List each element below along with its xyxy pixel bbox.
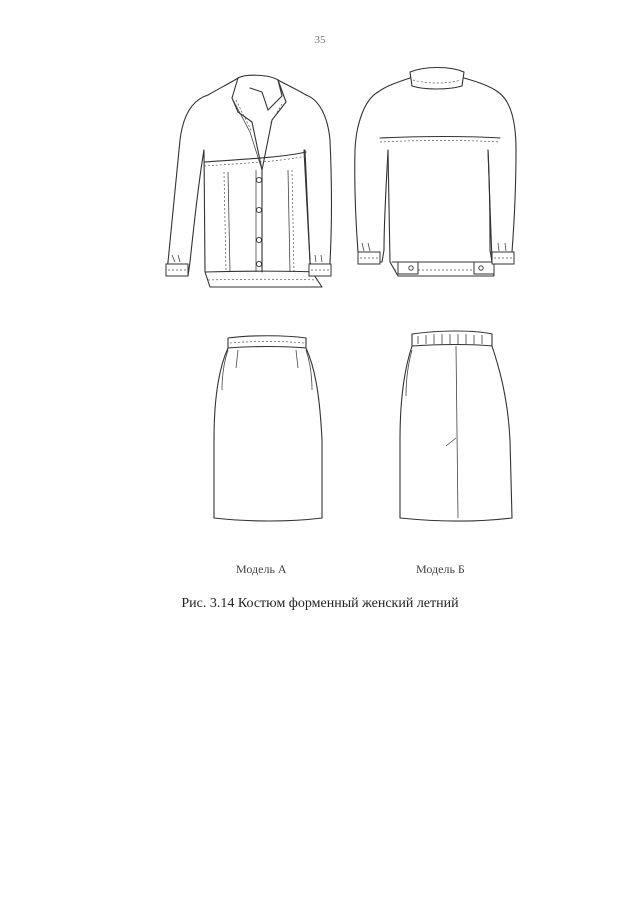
model-b-label: Модель Б (416, 562, 465, 576)
jacket-front-icon (166, 75, 332, 287)
skirt-front-icon (214, 336, 322, 521)
model-a-label: Модель А (236, 562, 287, 576)
skirt-back-icon (400, 331, 512, 521)
jacket-back-icon (355, 68, 516, 277)
figure-caption: Рис. 3.14 Костюм форменный женский летний (181, 596, 459, 611)
page-number: 35 (314, 34, 326, 46)
